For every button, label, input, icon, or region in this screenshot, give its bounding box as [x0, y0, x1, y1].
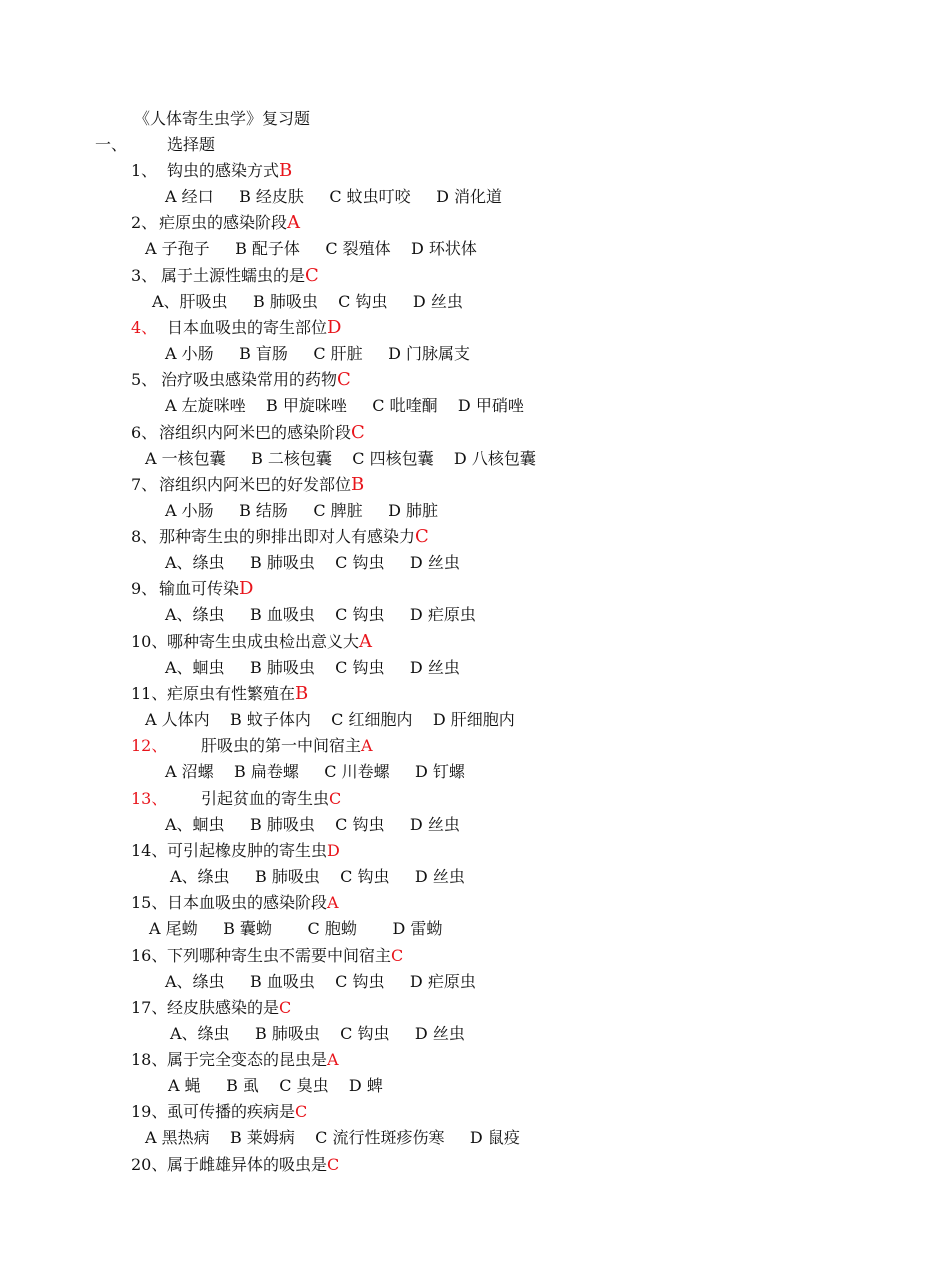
answer-key: A: [327, 1050, 339, 1069]
question-text: 可引起橡皮肿的寄生虫: [167, 841, 328, 860]
question-stem: [167, 1102, 307, 1122]
answer-key: B: [279, 160, 293, 181]
answer-key: C: [327, 1155, 340, 1174]
question-text: 疟原虫的感染阶段: [159, 213, 288, 232]
question-number: 12、: [131, 736, 168, 755]
answer-key: C: [391, 946, 404, 965]
question-number: 16、: [131, 946, 168, 965]
question-options: A、绦虫 B 肺吸虫 C 钩虫 D 丝虫: [170, 867, 465, 886]
question-options: A、绦虫 B 肺吸虫 C 钩虫 D 丝虫: [170, 1024, 465, 1043]
answer-key: A: [287, 212, 301, 233]
question-text: 经皮肤感染的是: [167, 998, 280, 1017]
question-stem: [167, 1155, 339, 1175]
question-options: A、肝吸虫 B 肺吸虫 C 钩虫 D 丝虫: [152, 292, 463, 311]
question-number: 15、: [131, 893, 168, 912]
question-number: 3、: [131, 266, 158, 285]
question-number: 13、: [131, 789, 168, 808]
question-number: 20、: [131, 1155, 168, 1174]
question-number: 7、: [131, 475, 158, 494]
question-options: A、蛔虫 B 肺吸虫 C 钩虫 D 丝虫: [165, 815, 460, 834]
question-options: A 黑热病 B 莱姆病 C 流行性斑疹伤寒 D 鼠疫: [145, 1128, 520, 1147]
question-number: 18、: [131, 1050, 168, 1069]
question-stem: [201, 789, 341, 809]
question-number: 14、: [131, 841, 168, 860]
question-text: 属于完全变态的昆虫是: [167, 1050, 328, 1069]
question-options: A、绦虫 B 血吸虫 C 钩虫 D 疟原虫: [165, 605, 476, 624]
question-text: 哪种寄生虫成虫检出意义大: [167, 632, 360, 651]
question-number: 6、: [131, 423, 158, 442]
question-number: 9、: [131, 579, 158, 598]
answer-key: C: [415, 526, 429, 547]
answer-key: A: [359, 631, 373, 652]
question-options: A、绦虫 B 血吸虫 C 钩虫 D 疟原虫: [165, 972, 476, 991]
answer-key: C: [305, 265, 319, 286]
question-options: A 子孢子 B 配子体 C 裂殖体 D 环状体: [145, 239, 477, 258]
answer-key: B: [295, 683, 309, 704]
answer-key: C: [351, 422, 365, 443]
question-stem: [159, 423, 365, 443]
answer-key: C: [337, 369, 351, 390]
question-text: 属于土源性蠕虫的是: [161, 266, 306, 285]
question-stem: [159, 527, 429, 547]
question-stem: [167, 946, 403, 966]
question-stem: [159, 579, 253, 599]
answer-key: C: [329, 789, 342, 808]
question-options: A、蛔虫 B 肺吸虫 C 钩虫 D 丝虫: [165, 658, 460, 677]
answer-key: D: [327, 841, 340, 860]
answer-key: B: [351, 474, 365, 495]
question-stem: [167, 161, 292, 181]
answer-key: D: [327, 317, 342, 338]
question-options: A 小肠 B 盲肠 C 肝脏 D 门脉属支: [165, 344, 471, 363]
question-options: A 经口 B 经皮肤 C 蚊虫叮咬 D 消化道: [165, 187, 503, 206]
question-text: 钩虫的感染方式: [167, 161, 280, 180]
answer-key: C: [279, 998, 292, 1017]
question-options: A 沼螺 B 扁卷螺 C 川卷螺 D 钉螺: [165, 762, 465, 781]
question-text: 虱可传播的疾病是: [167, 1102, 296, 1121]
question-text: 日本血吸虫的感染阶段: [167, 893, 328, 912]
question-stem: [161, 266, 319, 286]
question-options: A 人体内 B 蚊子体内 C 红细胞内 D 肝细胞内: [145, 710, 515, 729]
answer-key: C: [295, 1102, 308, 1121]
question-text: 疟原虫有性繁殖在: [167, 684, 296, 703]
question-options: A、绦虫 B 肺吸虫 C 钩虫 D 丝虫: [165, 553, 460, 572]
question-options: A 蝇 B 虱 C 臭虫 D 蜱: [168, 1076, 383, 1095]
question-stem: [167, 998, 291, 1018]
question-stem: [159, 475, 364, 495]
question-text: 下列哪种寄生虫不需要中间宿主: [167, 946, 392, 965]
question-text: 肝吸虫的第一中间宿主: [201, 736, 362, 755]
question-text: 溶组织内阿米巴的感染阶段: [159, 423, 352, 442]
answer-key: D: [239, 578, 254, 599]
question-text: 引起贫血的寄生虫: [201, 789, 330, 808]
question-stem: [167, 318, 341, 338]
question-options: A 小肠 B 结肠 C 脾脏 D 肺脏: [165, 501, 439, 520]
question-text: 那种寄生虫的卵排出即对人有感染力: [159, 527, 416, 546]
answer-key: A: [327, 893, 339, 912]
question-number: 10、: [131, 632, 168, 651]
question-number: 4、: [131, 318, 158, 337]
question-stem: [201, 736, 373, 756]
section-label: 选择题: [167, 135, 216, 154]
question-stem: [159, 213, 300, 233]
question-text: 治疗吸虫感染常用的药物: [161, 370, 338, 389]
question-number: 1、: [131, 161, 158, 180]
question-options: A 左旋咪唑 B 甲旋咪唑 C 吡喹酮 D 甲硝唑: [165, 396, 524, 415]
question-stem: [167, 684, 308, 704]
question-stem: [167, 841, 340, 861]
question-options: A 一核包囊 B 二核包囊 C 四核包囊 D 八核包囊: [145, 449, 536, 468]
section-number: 一、: [95, 135, 128, 154]
document-title: 《人体寄生虫学》复习题: [134, 109, 311, 128]
question-stem: [167, 632, 372, 652]
question-stem: [161, 370, 351, 390]
question-stem: [167, 893, 339, 913]
question-number: 2、: [131, 213, 158, 232]
question-number: 8、: [131, 527, 158, 546]
question-number: 17、: [131, 998, 168, 1017]
question-stem: [167, 1050, 339, 1070]
question-options: A 尾蚴 B 囊蚴 C 胞蚴 D 雷蚴: [149, 919, 443, 938]
answer-key: A: [361, 736, 373, 755]
question-text: 溶组织内阿米巴的好发部位: [159, 475, 352, 494]
question-text: 属于雌雄异体的吸虫是: [167, 1155, 328, 1174]
question-number: 11、: [131, 684, 168, 703]
question-text: 输血可传染: [159, 579, 240, 598]
question-number: 19、: [131, 1102, 168, 1121]
question-text: 日本血吸虫的寄生部位: [167, 318, 328, 337]
question-number: 5、: [131, 370, 158, 389]
